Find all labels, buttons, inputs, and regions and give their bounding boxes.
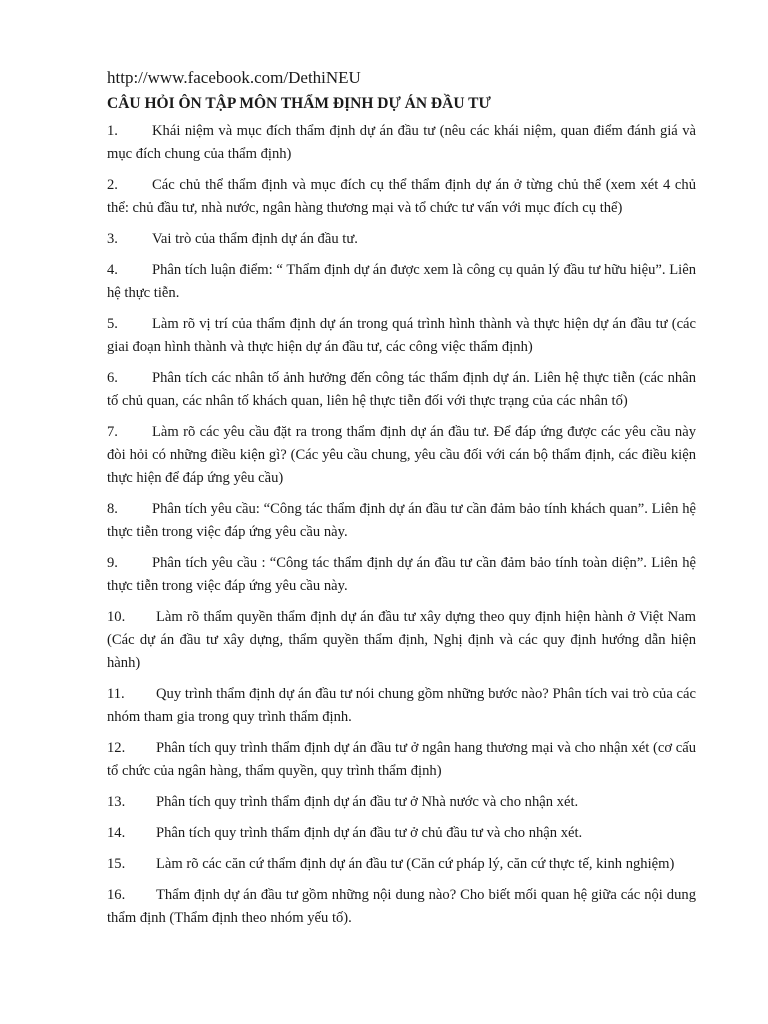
question-text: Làm rõ thẩm quyền thẩm định dự án đầu tư xây dựng theo quy định hiện hành ở Việt Nam (Các dự án đầu tư xây dựng, thẩm quyền thẩm định, Nghị định và các quy định hướng dẫn hiện hành) — [107, 609, 696, 671]
question-item — [107, 552, 696, 598]
question-number: 15. — [107, 856, 126, 872]
question-text: Phân tích quy trình thẩm định dự án đầu tư ở ngân hang thương mại và cho nhận xét (cơ cấu tổ chức của ngân hàng, thẩm quyền, quy trình thẩm định) — [107, 740, 696, 779]
question-number: 9. — [107, 555, 118, 571]
question-text: Phân tích quy trình thẩm định dự án đầu tư ở chủ đầu tư và cho nhận xét. — [156, 825, 583, 841]
question-number: 10. — [107, 609, 126, 625]
document-title: CÂU HỎI ÔN TẬP MÔN THẨM ĐỊNH DỰ ÁN ĐẦU TƯ — [107, 95, 491, 112]
question-text: Phân tích yêu cầu : “Công tác thẩm định dự án đầu tư cần đảm bảo tính toàn diện”. Liên hệ thực tiễn trong việc đáp ứng yêu cầu này. — [107, 555, 696, 594]
question-item — [107, 884, 696, 930]
question-number: 4. — [107, 262, 118, 278]
question-number: 8. — [107, 501, 118, 517]
question-text: Phân tích luận điểm: “ Thẩm định dự án được xem là công cụ quản lý đầu tư hữu hiệu”. Liên hệ thực tiễn. — [107, 262, 696, 301]
question-text: Làm rõ vị trí của thẩm định dự án trong quá trình hình thành và thực hiện dự án đầu tư (các giai đoạn hình thành và thực hiện dự án đầu tư, các công việc thẩm định) — [107, 316, 696, 355]
question-number: 3. — [107, 231, 118, 247]
question-item — [107, 367, 696, 413]
question-item — [107, 421, 696, 490]
question-number: 11. — [107, 686, 125, 702]
question-number: 1. — [107, 123, 118, 139]
question-text: Các chủ thể thẩm định và mục đích cụ thể thẩm định dự án ở từng chủ thể (xem xét 4 chủ thể: chủ đầu tư, nhà nước, ngân hàng thương mại và tổ chức tư vấn với mục đích cụ thể) — [107, 177, 696, 216]
question-item — [107, 606, 696, 675]
question-number: 14. — [107, 825, 126, 841]
question-text: Thẩm định dự án đầu tư gồm những nội dung nào? Cho biết mối quan hệ giữa các nội dung thẩm định (Thẩm định theo nhóm yếu tố). — [107, 887, 696, 926]
question-item — [107, 683, 696, 729]
question-item — [107, 228, 696, 251]
question-number: 13. — [107, 794, 126, 810]
question-item — [107, 120, 696, 166]
question-number: 5. — [107, 316, 118, 332]
question-number: 16. — [107, 887, 126, 903]
question-text: Làm rõ các căn cứ thẩm định dự án đầu tư (Căn cứ pháp lý, căn cứ thực tế, kinh nghiệm) — [156, 856, 675, 872]
question-item — [107, 853, 696, 876]
source-url: http://www.facebook.com/DethiNEU — [107, 68, 361, 87]
question-number: 2. — [107, 177, 118, 193]
question-item — [107, 259, 696, 305]
question-text: Vai trò của thẩm định dự án đầu tư. — [152, 231, 358, 247]
question-item — [107, 822, 696, 845]
question-number: 12. — [107, 740, 126, 756]
question-text: Quy trình thẩm định dự án đầu tư nói chung gồm những bước nào? Phân tích vai trò của các nhóm tham gia trong quy trình thẩm định. — [107, 686, 696, 725]
question-number: 6. — [107, 370, 118, 386]
question-item — [107, 498, 696, 544]
question-text: Phân tích các nhân tố ảnh hưởng đến công tác thẩm định dự án. Liên hệ thực tiễn (các nhân tố chủ quan, các nhân tố khách quan, liên hệ thực tiễn đối với thực trạng của các nhân tố) — [107, 370, 696, 409]
question-text: Khái niệm và mục đích thẩm định dự án đầu tư (nêu các khái niệm, quan điểm đánh giá và mục đích chung của thẩm định) — [107, 123, 696, 162]
question-item — [107, 737, 696, 783]
question-item — [107, 313, 696, 359]
question-number: 7. — [107, 424, 118, 440]
question-text: Phân tích yêu cầu: “Công tác thẩm định dự án đầu tư cần đảm bảo tính khách quan”. Liên hệ thực tiễn trong việc đáp ứng yêu cầu này. — [107, 501, 696, 540]
document-page — [107, 66, 696, 938]
question-text: Làm rõ các yêu cầu đặt ra trong thẩm định dự án đầu tư. Để đáp ứng được các yêu cầu này đòi hỏi có những điều kiện gì? (Các yêu cầu chung, yêu cầu đối với cán bộ thẩm định, các điều kiện thực hiện để đáp ứng yêu cầu) — [107, 424, 696, 486]
question-item — [107, 174, 696, 220]
question-item — [107, 791, 696, 814]
question-text: Phân tích quy trình thẩm định dự án đầu tư ở Nhà nước và cho nhận xét. — [156, 794, 579, 810]
